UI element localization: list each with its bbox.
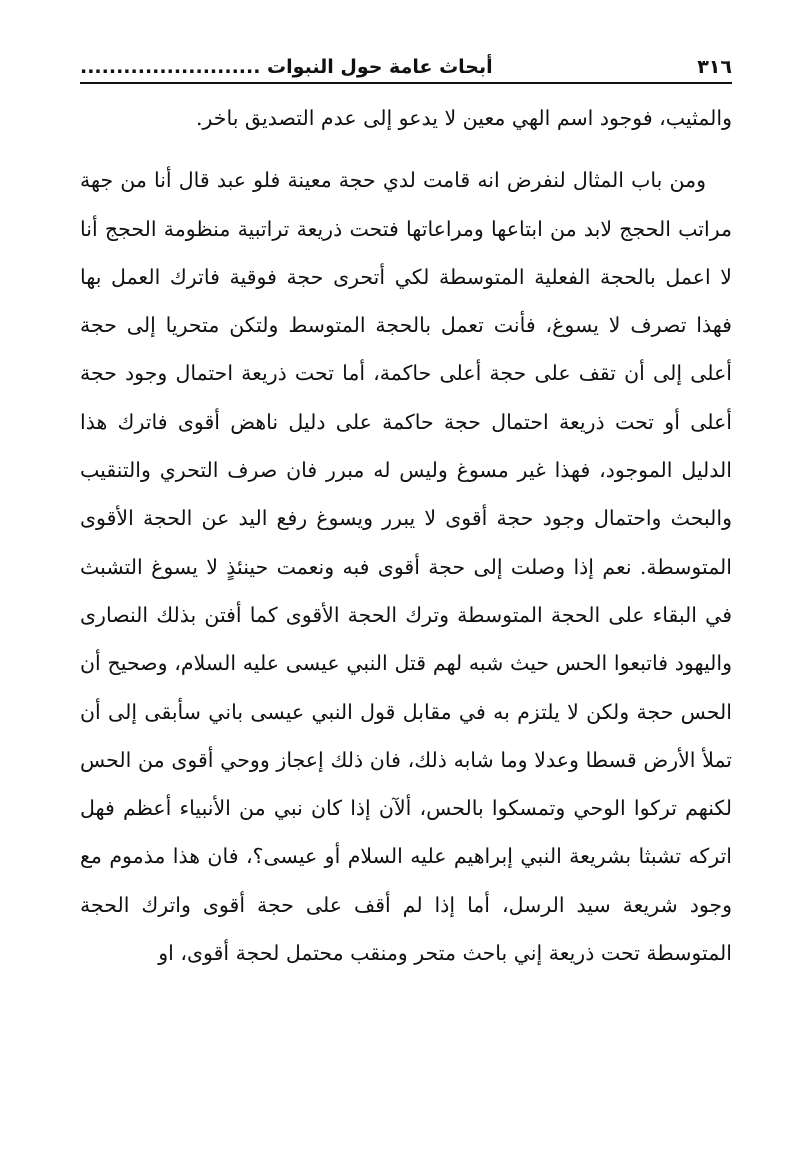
body-text [80,94,732,977]
main-paragraph: ومن باب المثال لنفرض انه قامت لدي حجة معينة فلو عبد قال أنا من جهة مراتب الحجج لابد من ابتاعها ومراعاتها فتحت ذريعة تراتبية منظومة الحجج أنا لا اعمل بالحجة الفعلية المتوسطة لكي أتحرى حجة فوقية فاترك العمل بها فهذا تصرف لا يسوغ، فأنت تعمل بالحجة المتوسط ولتكن متحريا إلى حجة أعلى إلى أن تقف على حجة أعلى حاكمة، أما تحت ذريعة احتمال وجود حجة أعلى أو تحت ذريعة احتمال حجة حاكمة على دليل ناهض أقوى فاترك هذا الدليل الموجود، فهذا غير مسوغ وليس له مبرر فان صرف التحري والتنقيب والبحث واحتمال وجود حجة أقوى لا يبرر ويسوغ رفع اليد عن الحجة الأقوى المتوسطة. نعم إذا وصلت إلى حجة أقوى فبه ونعمت حينئذٍ لا يسوغ التشبث في البقاء على الحجة المتوسطة وترك الحجة الأقوى كما أفتن بذلك النصارى واليهود فاتبعوا الحس حيث شبه لهم قتل النبي عيسى عليه السلام، وصحيح أن الحس حجة ولكن لا يلتزم به في مقابل قول النبي عيسى باني سأبقى إلى أن تملأ الأرض قسطا وعدلا وما شابه ذلك، فان ذلك إعجاز ووحي أقوى من الحس لكنهم تركوا الوحي وتمسكوا بالحس، ألآن إذا كان نبي من الأنبياء أعظم فهل اتركه تشبثا بشريعة النبي إبراهيم عليه السلام أو عيسى؟، فان هذا مذموم مع وجود شريعة سيد الرسل، أما إذا لم أقف على حجة أقوى واترك الحجة المتوسطة تحت ذريعة إني باحث متحر ومنقب محتمل لحجة أقوى، او [80,168,732,966]
page-header [80,38,732,78]
header-rule [80,82,732,84]
continuation-line: والمثيب، فوجود اسم الهي معين لا يدعو إلى عدم التصديق باخر. [195,106,732,130]
running-title: أبحاث عامة حول النبوات ......................... [80,56,493,78]
page-number: ٣١٦ [697,56,732,78]
